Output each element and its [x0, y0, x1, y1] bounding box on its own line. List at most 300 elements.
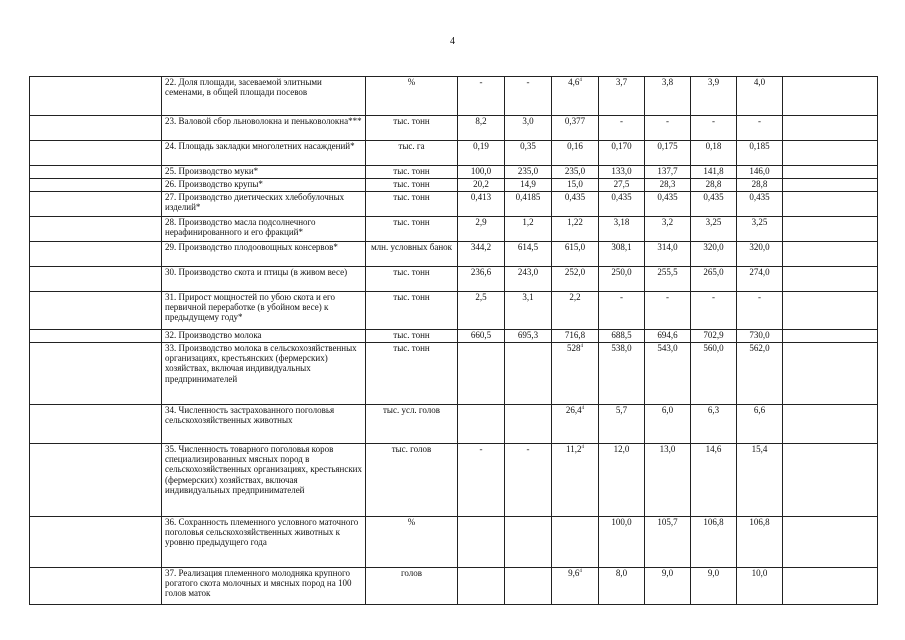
value-text: 265,0 — [703, 267, 724, 277]
footnote-marker: 4 — [580, 344, 583, 349]
value-text: 0,18 — [705, 141, 722, 151]
value-cell-v7 — [737, 343, 783, 405]
value-text: - — [620, 292, 623, 302]
value-text: 235,0 — [517, 166, 539, 176]
footnote-marker: 4 — [579, 569, 582, 574]
value-text: 0,435 — [564, 192, 586, 202]
value-text: 314,0 — [657, 242, 678, 252]
value-cell-v1 — [458, 517, 505, 568]
value-cell-v3 — [552, 517, 599, 568]
blank-cell — [783, 405, 878, 444]
table-row — [30, 179, 878, 192]
value-cell-v6 — [691, 330, 737, 343]
value-cell-v1 — [458, 217, 505, 242]
value-cell-v2 — [505, 405, 552, 444]
value-text: 1,22 — [567, 217, 583, 227]
value-text: 0,435 — [749, 192, 770, 202]
unit-cell: % — [366, 77, 458, 116]
value-text: 0,35 — [520, 141, 536, 151]
value-text: 562,0 — [749, 343, 770, 353]
value-cell-v1 — [458, 343, 505, 405]
unit-cell: тыс. тонн — [366, 192, 458, 217]
value-cell-v5 — [645, 166, 691, 179]
value-text: 243,0 — [517, 267, 539, 277]
value-text: 8,0 — [615, 568, 628, 578]
value-cell-v6 — [691, 179, 737, 192]
value-text: 2,2 — [569, 292, 581, 302]
value-cell-v1 — [458, 179, 505, 192]
value-cell-v2 — [505, 166, 552, 179]
value-cell-v1 — [458, 192, 505, 217]
value-cell-v6 — [691, 242, 737, 267]
value-text: 0,4185 — [515, 192, 541, 202]
value-cell-v5 — [645, 141, 691, 166]
value-text: 688,5 — [611, 330, 632, 340]
page-number: 4 — [450, 36, 455, 47]
value-cell-v1 — [458, 166, 505, 179]
unit-cell: тыс. га — [366, 141, 458, 166]
value-cell-v7 — [737, 166, 783, 179]
unit-cell: тыс. голов — [366, 444, 458, 517]
indicator-cell: 37. Реализация племенного молодняка крупного рогатого скота молочных и мясных пород на 100 голов маток — [162, 568, 366, 605]
value-cell-v4 — [599, 77, 645, 116]
value-text: 0,19 — [473, 141, 489, 151]
unit-cell: тыс. тонн — [366, 179, 458, 192]
value-text: 0,185 — [749, 141, 770, 151]
value-cell-v1 — [458, 444, 505, 517]
value-cell-v2 — [505, 330, 552, 343]
value-text: 106,8 — [703, 517, 724, 527]
value-cell-v2 — [505, 217, 552, 242]
value-cell-v7 — [737, 179, 783, 192]
value-text: 8,2 — [475, 116, 487, 126]
value-text: - — [479, 444, 483, 454]
blank-cell — [30, 343, 162, 405]
value-text: 100,0 — [470, 166, 492, 176]
value-text: 0,16 — [567, 141, 583, 151]
value-cell-v3 — [552, 343, 599, 405]
value-text: 730,0 — [749, 330, 770, 340]
value-cell-v5 — [645, 444, 691, 517]
unit-cell: тыс. тонн — [366, 166, 458, 179]
blank-cell — [783, 192, 878, 217]
indicator-cell: 33. Производство молока в сельскохозяйственных организациях, крестьянских (фермерских) хозяйствах, включая индивидуальных предпринимателей — [162, 343, 366, 405]
value-cell-v7 — [737, 116, 783, 141]
table-row — [30, 405, 878, 444]
value-cell-v6 — [691, 405, 737, 444]
value-cell-v4 — [599, 192, 645, 217]
value-text: 274,0 — [749, 267, 770, 277]
value-text: 702,9 — [703, 330, 724, 340]
value-text: 4,6 — [568, 77, 580, 87]
value-cell-v6 — [691, 568, 737, 605]
value-cell-v5 — [645, 517, 691, 568]
blank-cell — [30, 292, 162, 330]
unit-cell: голов — [366, 568, 458, 605]
value-text: 4,0 — [753, 77, 766, 87]
value-cell-v3 — [552, 217, 599, 242]
table-row — [30, 141, 878, 166]
value-cell-v3 — [552, 568, 599, 605]
value-cell-v5 — [645, 568, 691, 605]
value-cell-v4 — [599, 242, 645, 267]
value-cell-v5 — [645, 330, 691, 343]
value-text: 3,18 — [613, 217, 630, 227]
value-text: 252,0 — [564, 267, 586, 277]
unit-cell: млн. условных банок — [366, 242, 458, 267]
value-cell-v7 — [737, 242, 783, 267]
value-text: 28,3 — [659, 179, 676, 189]
table-row — [30, 568, 878, 605]
value-text: 105,7 — [657, 517, 678, 527]
value-cell-v5 — [645, 242, 691, 267]
blank-cell — [783, 217, 878, 242]
value-text: 528 — [567, 343, 581, 353]
blank-cell — [783, 242, 878, 267]
blank-cell — [783, 568, 878, 605]
indicator-cell: 29. Производство плодоовощных консервов* — [162, 242, 366, 267]
value-text: 3,25 — [751, 217, 768, 227]
value-text: 12,0 — [613, 444, 630, 454]
value-cell-v7 — [737, 405, 783, 444]
value-cell-v7 — [737, 292, 783, 330]
value-text: 614,5 — [517, 242, 539, 252]
value-text: 660,5 — [470, 330, 492, 340]
value-cell-v2 — [505, 568, 552, 605]
value-cell-v4 — [599, 517, 645, 568]
table-row — [30, 517, 878, 568]
value-text: 615,0 — [564, 242, 586, 252]
value-text: 13,0 — [659, 444, 676, 454]
value-text: 0,175 — [657, 141, 678, 151]
table-row — [30, 242, 878, 267]
value-cell-v6 — [691, 166, 737, 179]
indicator-cell: 25. Производство муки* — [162, 166, 366, 179]
value-text: - — [526, 444, 530, 454]
value-text: 146,0 — [749, 166, 770, 176]
blank-cell — [30, 116, 162, 141]
table-row — [30, 330, 878, 343]
indicator-cell: 34. Численность застрахованного поголовья сельскохозяйственных животных — [162, 405, 366, 444]
value-text: 10,0 — [751, 568, 768, 578]
blank-cell — [30, 330, 162, 343]
value-cell-v3 — [552, 267, 599, 292]
value-cell-v4 — [599, 116, 645, 141]
unit-cell: тыс. тонн — [366, 217, 458, 242]
value-cell-v4 — [599, 217, 645, 242]
blank-cell — [30, 405, 162, 444]
value-cell-v5 — [645, 77, 691, 116]
value-text: 1,2 — [522, 217, 534, 227]
value-text: 28,8 — [751, 179, 768, 189]
value-cell-v7 — [737, 517, 783, 568]
value-cell-v6 — [691, 444, 737, 517]
indicator-cell: 30. Производство скота и птицы (в живом весе) — [162, 267, 366, 292]
indicator-cell: 35. Численность товарного поголовья коров специализированных мясных пород в сельскохозяйственных организациях, крестьянских (фермерских) хозяйствах, включая индивидуальных предпринимателей — [162, 444, 366, 517]
value-text: 0,435 — [657, 192, 678, 202]
value-text: 14,6 — [705, 444, 722, 454]
blank-cell — [30, 217, 162, 242]
value-text: - — [666, 116, 669, 126]
blank-cell — [783, 292, 878, 330]
value-text: 320,0 — [703, 242, 724, 252]
value-cell-v7 — [737, 330, 783, 343]
value-cell-v1 — [458, 267, 505, 292]
value-cell-v4 — [599, 292, 645, 330]
blank-cell — [783, 116, 878, 141]
value-cell-v5 — [645, 217, 691, 242]
value-cell-v7 — [737, 267, 783, 292]
value-text: 0,435 — [703, 192, 724, 202]
blank-cell — [30, 166, 162, 179]
value-cell-v3 — [552, 242, 599, 267]
value-cell-v6 — [691, 292, 737, 330]
value-cell-v6 — [691, 267, 737, 292]
value-text: 694,6 — [657, 330, 678, 340]
value-text: 255,5 — [657, 267, 678, 277]
value-cell-v2 — [505, 343, 552, 405]
blank-cell — [783, 517, 878, 568]
unit-cell: % — [366, 517, 458, 568]
value-text: 15,4 — [751, 444, 768, 454]
indicator-cell: 36. Сохранность племенного условного маточного поголовья сельскохозяйственных животных к уровню предыдущего года — [162, 517, 366, 568]
unit-cell: тыс. тонн — [366, 292, 458, 330]
value-cell-v1 — [458, 568, 505, 605]
indicator-cell: 32. Производство молока — [162, 330, 366, 343]
value-cell-v6 — [691, 343, 737, 405]
value-cell-v6 — [691, 192, 737, 217]
value-text: 3,1 — [522, 292, 534, 302]
value-cell-v3 — [552, 292, 599, 330]
value-text: 308,1 — [611, 242, 632, 252]
value-text: 0,170 — [611, 141, 632, 151]
table-row — [30, 343, 878, 405]
blank-cell — [30, 267, 162, 292]
blank-cell — [783, 267, 878, 292]
table-row — [30, 166, 878, 179]
blank-cell — [783, 330, 878, 343]
value-cell-v3 — [552, 141, 599, 166]
value-text: 11,2 — [566, 444, 582, 454]
value-text: 0,413 — [470, 192, 492, 202]
value-text: 106,8 — [749, 517, 770, 527]
value-cell-v3 — [552, 77, 599, 116]
table-body — [30, 77, 878, 605]
value-text: 5,7 — [615, 405, 628, 415]
value-cell-v5 — [645, 192, 691, 217]
value-text: 3,7 — [615, 77, 628, 87]
unit-cell: тыс. тонн — [366, 267, 458, 292]
value-text: 26,4 — [565, 405, 582, 415]
value-cell-v1 — [458, 116, 505, 141]
value-text: 3,2 — [661, 217, 674, 227]
blank-cell — [30, 242, 162, 267]
value-cell-v6 — [691, 77, 737, 116]
value-text: 235,0 — [564, 166, 586, 176]
value-cell-v2 — [505, 141, 552, 166]
blank-cell — [30, 568, 162, 605]
value-cell-v7 — [737, 192, 783, 217]
blank-cell — [783, 179, 878, 192]
value-text: 6,6 — [753, 405, 766, 415]
indicator-cell: 23. Валовой сбор льноволокна и пеньковолокна*** — [162, 116, 366, 141]
value-text: 3,25 — [705, 217, 722, 227]
blank-cell — [30, 77, 162, 116]
value-cell-v1 — [458, 292, 505, 330]
unit-cell: тыс. тонн — [366, 116, 458, 141]
value-text: 14,9 — [520, 179, 536, 189]
indicators-table — [29, 76, 878, 605]
value-text: 9,0 — [707, 568, 720, 578]
blank-cell — [783, 141, 878, 166]
value-cell-v4 — [599, 179, 645, 192]
value-cell-v5 — [645, 292, 691, 330]
value-text: 2,9 — [475, 217, 487, 227]
value-cell-v1 — [458, 405, 505, 444]
value-cell-v4 — [599, 267, 645, 292]
value-text: 137,7 — [657, 166, 678, 176]
value-cell-v7 — [737, 77, 783, 116]
value-text: 100,0 — [611, 517, 632, 527]
value-cell-v6 — [691, 517, 737, 568]
indicator-cell: 31. Прирост мощностей по убою скота и его первичной переработке (в убойном весе) к предыдущему году* — [162, 292, 366, 330]
value-cell-v2 — [505, 179, 552, 192]
value-cell-v4 — [599, 343, 645, 405]
value-cell-v1 — [458, 242, 505, 267]
footnote-marker: 4 — [581, 406, 585, 411]
value-cell-v6 — [691, 116, 737, 141]
value-text: 560,0 — [703, 343, 724, 353]
value-text: 6,3 — [707, 405, 720, 415]
value-cell-v4 — [599, 405, 645, 444]
value-cell-v3 — [552, 166, 599, 179]
value-cell-v3 — [552, 179, 599, 192]
unit-cell: тыс. тонн — [366, 343, 458, 405]
value-cell-v3 — [552, 116, 599, 141]
value-text: 0,377 — [564, 116, 586, 126]
unit-cell: тыс. тонн — [366, 330, 458, 343]
value-cell-v1 — [458, 141, 505, 166]
value-text: 133,0 — [611, 166, 632, 176]
value-text: 716,8 — [564, 330, 586, 340]
blank-cell — [783, 77, 878, 116]
indicator-cell: 28. Производство масла подсолнечного нерафинированного и его фракций* — [162, 217, 366, 242]
unit-cell: тыс. усл. голов — [366, 405, 458, 444]
table-row — [30, 116, 878, 141]
value-cell-v2 — [505, 444, 552, 517]
value-text: - — [712, 292, 715, 302]
value-cell-v7 — [737, 568, 783, 605]
value-cell-v2 — [505, 77, 552, 116]
value-text: 320,0 — [749, 242, 770, 252]
value-text: - — [758, 116, 761, 126]
value-text: - — [666, 292, 669, 302]
value-text: 3,0 — [522, 116, 534, 126]
value-text: 20,2 — [473, 179, 489, 189]
value-text: - — [479, 77, 483, 87]
value-text: 3,9 — [707, 77, 720, 87]
table-row — [30, 192, 878, 217]
value-text: 538,0 — [611, 343, 632, 353]
value-cell-v2 — [505, 267, 552, 292]
value-cell-v4 — [599, 444, 645, 517]
value-text: - — [526, 77, 530, 87]
value-cell-v6 — [691, 217, 737, 242]
value-text: 2,5 — [475, 292, 487, 302]
value-text: 543,0 — [657, 343, 678, 353]
value-cell-v3 — [552, 444, 599, 517]
value-cell-v5 — [645, 405, 691, 444]
value-cell-v2 — [505, 242, 552, 267]
indicator-cell: 26. Производство крупы* — [162, 179, 366, 192]
blank-cell — [30, 517, 162, 568]
value-text: 0,435 — [611, 192, 632, 202]
blank-cell — [783, 444, 878, 517]
value-cell-v2 — [505, 192, 552, 217]
value-text: 27,5 — [613, 179, 630, 189]
table-row — [30, 267, 878, 292]
value-cell-v5 — [645, 267, 691, 292]
blank-cell — [783, 343, 878, 405]
table-row — [30, 444, 878, 517]
blank-cell — [30, 192, 162, 217]
value-text: 9,0 — [661, 568, 674, 578]
value-cell-v7 — [737, 444, 783, 517]
table-row — [30, 77, 878, 116]
table-row — [30, 292, 878, 330]
value-cell-v6 — [691, 141, 737, 166]
value-text: - — [758, 292, 761, 302]
value-text: 344,2 — [470, 242, 492, 252]
value-cell-v2 — [505, 517, 552, 568]
blank-cell — [783, 166, 878, 179]
value-cell-v4 — [599, 568, 645, 605]
value-cell-v4 — [599, 141, 645, 166]
indicator-cell: 27. Производство диетических хлебобулочных изделий* — [162, 192, 366, 217]
value-text: 28,8 — [705, 179, 722, 189]
value-text: 6,0 — [661, 405, 674, 415]
value-text: 236,6 — [470, 267, 492, 277]
value-cell-v1 — [458, 77, 505, 116]
value-cell-v5 — [645, 116, 691, 141]
value-text: - — [712, 116, 715, 126]
value-cell-v5 — [645, 179, 691, 192]
value-cell-v7 — [737, 141, 783, 166]
value-cell-v5 — [645, 343, 691, 405]
value-cell-v7 — [737, 217, 783, 242]
value-cell-v3 — [552, 192, 599, 217]
blank-cell — [30, 141, 162, 166]
value-cell-v3 — [552, 405, 599, 444]
value-text: 141,8 — [703, 166, 724, 176]
blank-cell — [30, 444, 162, 517]
table-row — [30, 217, 878, 242]
value-cell-v2 — [505, 292, 552, 330]
value-text: 250,0 — [611, 267, 632, 277]
footnote-marker: 4 — [579, 78, 582, 83]
blank-cell — [30, 179, 162, 192]
value-text: 9,6 — [568, 568, 580, 578]
value-text: 695,3 — [517, 330, 539, 340]
value-text: 15,0 — [567, 179, 583, 189]
value-text: 3,8 — [661, 77, 674, 87]
indicator-cell: 24. Площадь закладки многолетних насаждений* — [162, 141, 366, 166]
value-cell-v3 — [552, 330, 599, 343]
footnote-marker: 4 — [581, 445, 584, 450]
value-cell-v1 — [458, 330, 505, 343]
value-cell-v2 — [505, 116, 552, 141]
indicator-cell: 22. Доля площади, засеваемой элитными семенами, в общей площади посевов — [162, 77, 366, 116]
